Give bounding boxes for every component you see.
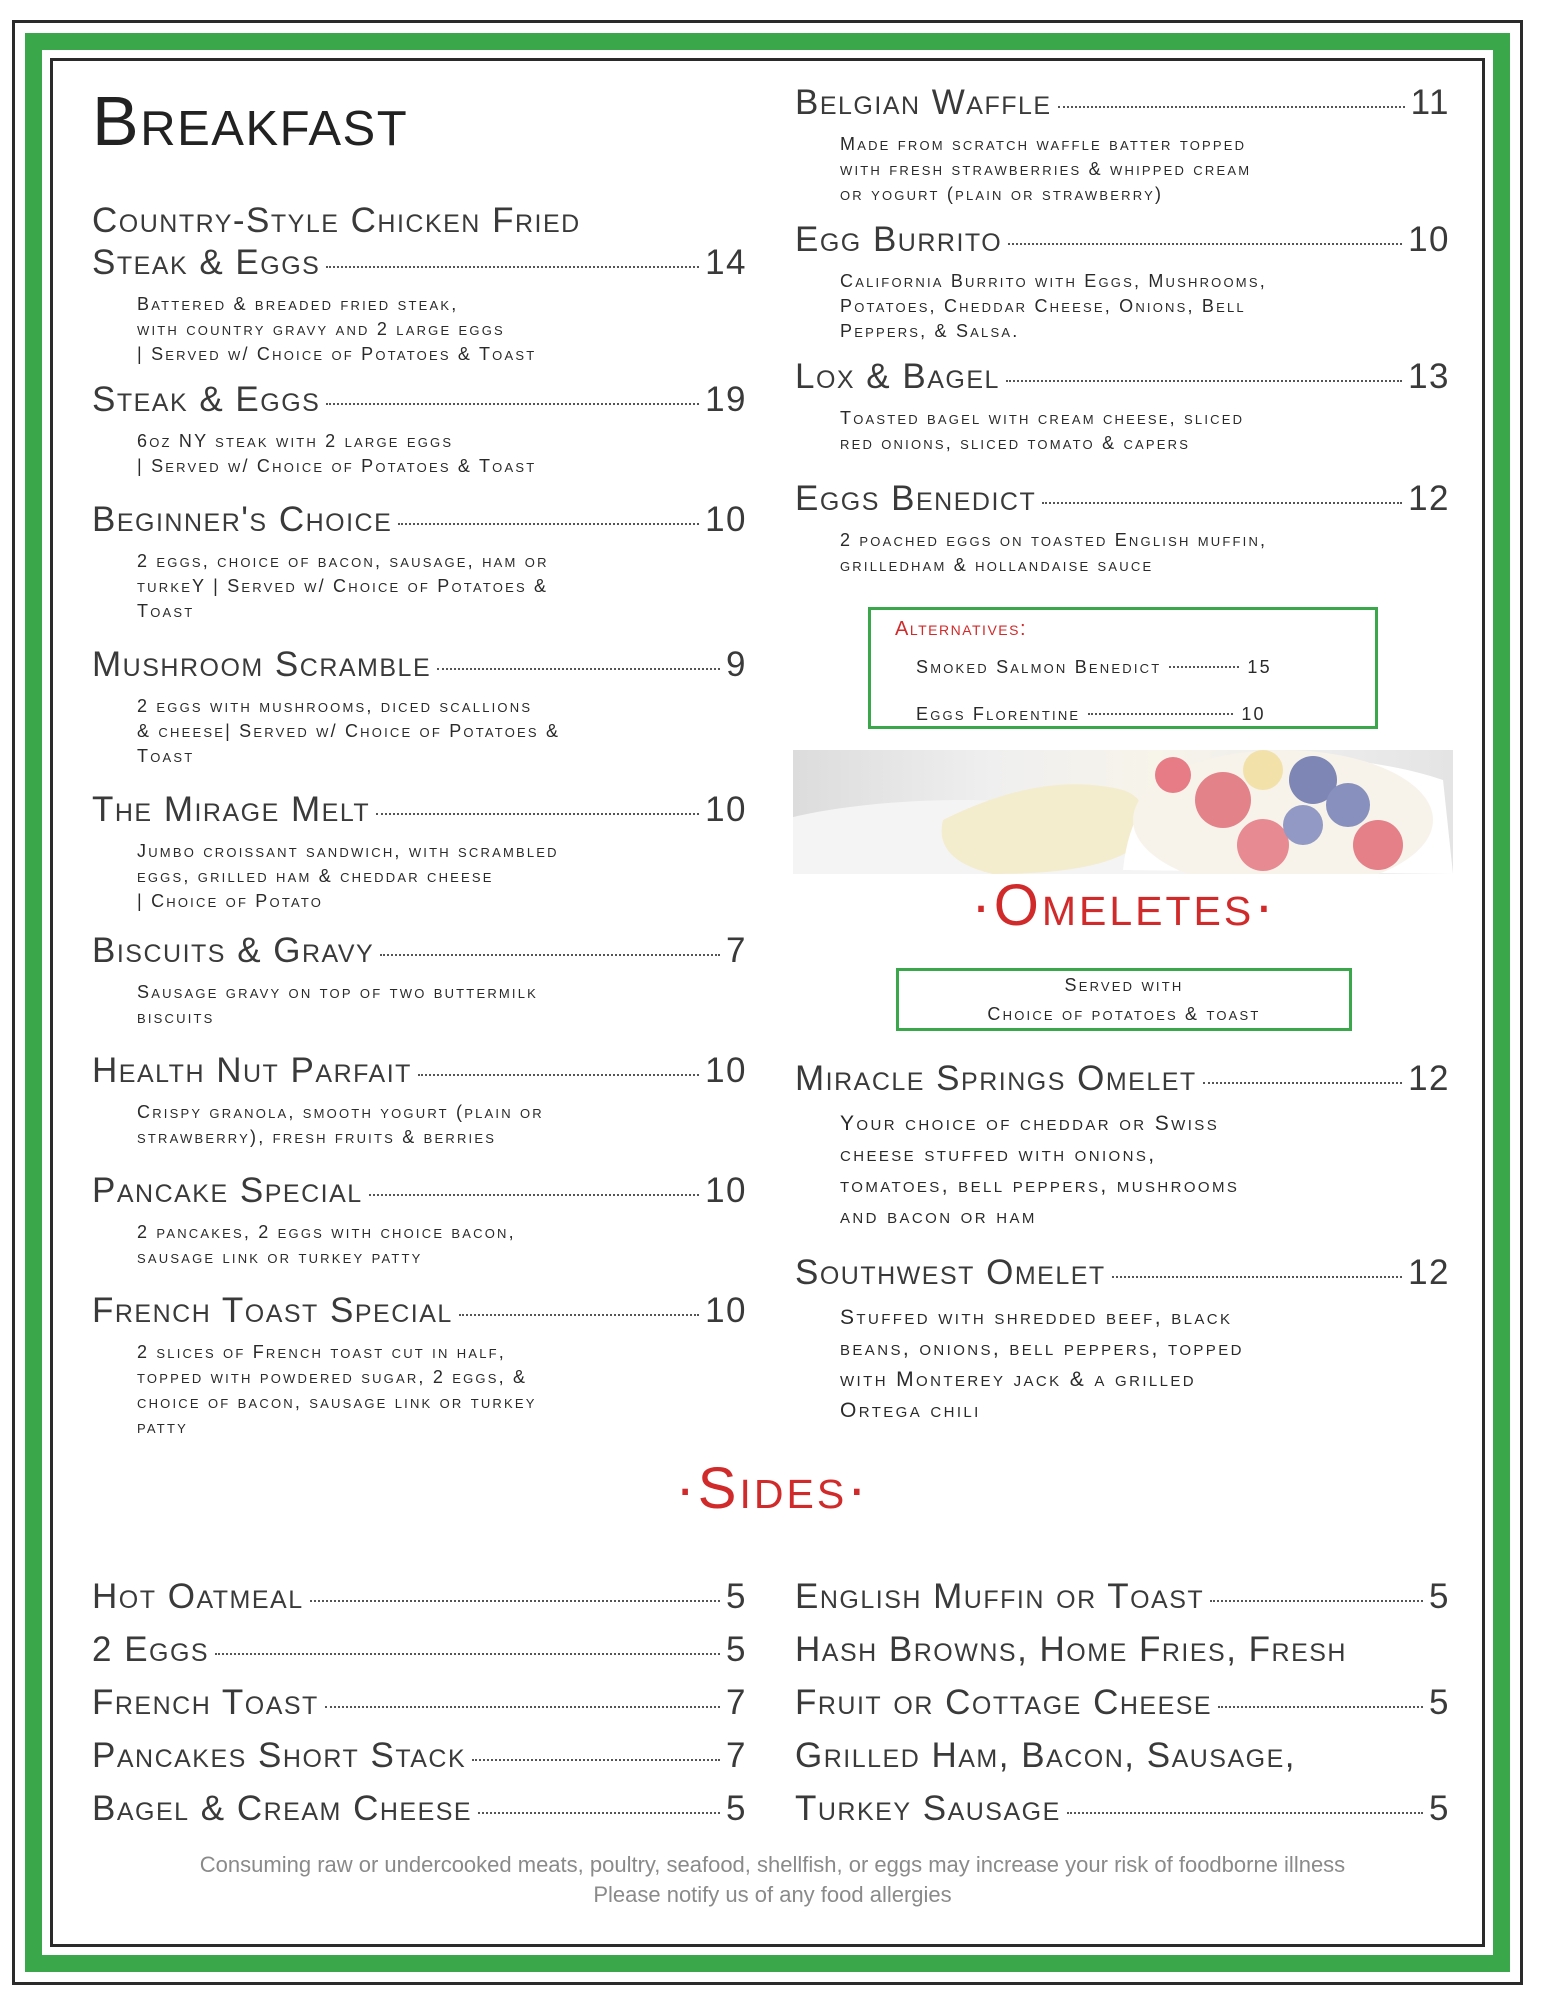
leader-dots bbox=[310, 1600, 720, 1602]
footer-disclaimer bbox=[60, 1850, 1485, 1910]
description-line: Toast bbox=[137, 746, 195, 766]
description-line: red onions, sliced tomato & capers bbox=[840, 433, 1191, 453]
menu-item-price: 10 bbox=[705, 1051, 747, 1090]
description-line: with Monterey jack & a grilled bbox=[840, 1368, 1197, 1391]
menu-item bbox=[795, 82, 1450, 207]
menu-item-line bbox=[92, 242, 747, 284]
menu-item-line bbox=[795, 478, 1450, 520]
menu-item-price: 10 bbox=[705, 500, 747, 539]
description-line: biscuits bbox=[137, 1007, 215, 1027]
menu-item-description bbox=[840, 132, 1450, 207]
leader-dots bbox=[1058, 106, 1405, 108]
fruit-photo-illustration bbox=[793, 750, 1453, 874]
side-item-name: Pancakes Short Stack bbox=[92, 1736, 467, 1775]
leader-dots bbox=[325, 1706, 720, 1708]
description-line: grilledham & hollandaise sauce bbox=[840, 555, 1154, 575]
menu-item-line bbox=[92, 1050, 747, 1092]
leader-dots bbox=[398, 523, 699, 525]
description-line: Stuffed with shredded beef, black bbox=[840, 1306, 1233, 1329]
leader-dots bbox=[478, 1812, 720, 1814]
menu-item-price: 13 bbox=[1408, 357, 1450, 396]
side-item-name: Bagel & Cream Cheese bbox=[92, 1789, 473, 1828]
leader-dots bbox=[1008, 243, 1402, 245]
menu-item bbox=[795, 1058, 1450, 1232]
menu-item-description bbox=[840, 406, 1450, 456]
menu-item-line bbox=[795, 219, 1450, 261]
description-line: eggs, grilled ham & cheddar cheese bbox=[137, 866, 494, 886]
menu-item-price: 10 bbox=[705, 790, 747, 829]
menu-item-description bbox=[137, 839, 747, 914]
alternative-price: 10 bbox=[1241, 704, 1266, 724]
menu-item-description bbox=[137, 694, 747, 769]
leader-dots bbox=[215, 1653, 720, 1655]
leader-dots bbox=[1042, 502, 1402, 504]
side-item bbox=[92, 1782, 747, 1835]
side-item bbox=[795, 1782, 1450, 1835]
menu-item-line bbox=[92, 930, 747, 972]
menu-item-price: 7 bbox=[726, 931, 747, 970]
alternatives-box bbox=[868, 607, 1378, 729]
served-with-box bbox=[896, 968, 1352, 1031]
menu-item-description bbox=[840, 528, 1450, 578]
menu-item-name: French Toast Special bbox=[92, 1291, 453, 1330]
page-title: Breakfast bbox=[92, 82, 409, 160]
menu-item-name: Steak & Eggs bbox=[92, 243, 321, 282]
menu-item-price: 10 bbox=[705, 1171, 747, 1210]
leader-dots bbox=[437, 668, 720, 670]
side-item-price: 7 bbox=[726, 1736, 747, 1775]
sides-left-column bbox=[92, 1570, 747, 1835]
side-item-name: English Muffin or Toast bbox=[795, 1577, 1205, 1616]
menu-item-description bbox=[137, 549, 747, 624]
description-line: | Served w/ Choice of Potatoes & Toast bbox=[137, 344, 537, 364]
menu-item-description bbox=[840, 269, 1450, 344]
side-item-name: French Toast bbox=[92, 1683, 319, 1722]
leader-dots bbox=[1067, 1812, 1423, 1814]
omeletes-title: ·Omeletes· bbox=[971, 873, 1277, 938]
description-line: Peppers, & Salsa. bbox=[840, 321, 1020, 341]
description-line: 2 eggs with mushrooms, diced scallions bbox=[137, 696, 533, 716]
menu-item-description bbox=[137, 1100, 747, 1150]
description-line: tomatoes, bell peppers, mushrooms bbox=[840, 1174, 1240, 1197]
menu-item-price: 10 bbox=[1408, 220, 1450, 259]
menu-item-description bbox=[137, 292, 747, 367]
menu-item bbox=[92, 1290, 747, 1440]
leader-dots bbox=[1088, 713, 1233, 715]
menu-item bbox=[92, 644, 747, 769]
leader-dots bbox=[1006, 380, 1402, 382]
description-line: Sausage gravy on top of two buttermilk bbox=[137, 982, 539, 1002]
description-line: choice of bacon, sausage link or turkey bbox=[137, 1392, 537, 1412]
menu-item-name: Egg Burrito bbox=[795, 220, 1003, 259]
side-item bbox=[795, 1570, 1450, 1623]
side-item-price: 5 bbox=[726, 1630, 747, 1669]
served-with-line: Served with bbox=[1064, 975, 1184, 995]
menu-item-price: 10 bbox=[705, 1291, 747, 1330]
menu-item bbox=[92, 930, 747, 1030]
menu-item-name: Belgian Waffle bbox=[795, 83, 1052, 122]
menu-item-name: Health Nut Parfait bbox=[92, 1051, 412, 1090]
menu-item-line bbox=[795, 82, 1450, 124]
side-item-name-line: Hash Browns, Home Fries, Fresh bbox=[795, 1630, 1347, 1669]
menu-item-name: Lox & Bagel bbox=[795, 357, 1000, 396]
description-line: | Served w/ Choice of Potatoes & Toast bbox=[137, 456, 537, 476]
menu-item-price: 9 bbox=[726, 645, 747, 684]
description-line: & cheese| Served w/ Choice of Potatoes & bbox=[137, 721, 561, 741]
menu-item-price: 12 bbox=[1408, 1253, 1450, 1292]
fruit-omelet-photo bbox=[793, 750, 1453, 874]
menu-item-name: Mushroom Scramble bbox=[92, 645, 432, 684]
menu-item bbox=[795, 478, 1450, 578]
breakfast-left-column bbox=[92, 82, 747, 1460]
description-line: turkeY | Served w/ Choice of Potatoes & bbox=[137, 576, 549, 596]
leader-dots bbox=[1112, 1276, 1402, 1278]
description-line: and bacon or ham bbox=[840, 1205, 1037, 1228]
menu-item bbox=[795, 356, 1450, 456]
breakfast-items-left bbox=[92, 200, 747, 1440]
description-line: Potatoes, Cheddar Cheese, Onions, Bell bbox=[840, 296, 1246, 316]
alternative-item bbox=[916, 657, 1272, 678]
side-item bbox=[92, 1676, 747, 1729]
menu-item-price: 12 bbox=[1408, 1059, 1450, 1098]
leader-dots bbox=[1210, 1600, 1423, 1602]
menu-item-line bbox=[795, 1252, 1450, 1294]
menu-item-description bbox=[840, 1108, 1450, 1232]
side-item-name: Turkey Sausage bbox=[795, 1789, 1061, 1828]
menu-item-line bbox=[92, 379, 747, 421]
description-line: cheese stuffed with onions, bbox=[840, 1143, 1157, 1166]
description-line: Battered & breaded fried steak, bbox=[137, 294, 459, 314]
side-item-name: Hot Oatmeal bbox=[92, 1577, 304, 1616]
side-item-name-line: Grilled Ham, Bacon, Sausage, bbox=[795, 1736, 1296, 1775]
description-line: | Choice of Potato bbox=[137, 891, 324, 911]
sides-title: ·Sides· bbox=[675, 1456, 870, 1521]
menu-item bbox=[92, 200, 747, 367]
description-line: patty bbox=[137, 1417, 188, 1437]
description-line: Crispy granola, smooth yogurt (plain or bbox=[137, 1102, 544, 1122]
description-line: 2 poached eggs on toasted English muffin, bbox=[840, 530, 1268, 550]
leader-dots bbox=[1218, 1706, 1423, 1708]
leader-dots bbox=[459, 1314, 699, 1316]
omelete-items bbox=[795, 1058, 1450, 1438]
menu-item bbox=[92, 379, 747, 479]
leader-dots bbox=[380, 954, 720, 956]
leader-dots bbox=[369, 1194, 699, 1196]
side-item-price: 7 bbox=[726, 1683, 747, 1722]
description-line: strawberry), fresh fruits & berries bbox=[137, 1127, 497, 1147]
menu-item-name: Southwest Omelet bbox=[795, 1253, 1106, 1292]
side-item-name: Fruit or Cottage Cheese bbox=[795, 1683, 1213, 1722]
menu-item-price: 19 bbox=[705, 380, 747, 419]
breakfast-right-column bbox=[795, 82, 1450, 590]
alternative-name: Eggs Florentine bbox=[916, 704, 1081, 724]
menu-item-line bbox=[92, 1290, 747, 1332]
footer-line: Please notify us of any food allergies bbox=[593, 1882, 952, 1907]
alternatives-title: Alternatives: bbox=[895, 618, 1028, 640]
side-item-price: 5 bbox=[726, 1789, 747, 1828]
description-line: or yogurt (plain or strawberry) bbox=[840, 184, 1164, 204]
side-item-name: 2 Eggs bbox=[92, 1630, 210, 1669]
leader-dots bbox=[1203, 1082, 1402, 1084]
side-item-price: 5 bbox=[726, 1577, 747, 1616]
menu-item-line bbox=[795, 356, 1450, 398]
side-item bbox=[92, 1623, 747, 1676]
description-line: with country gravy and 2 large eggs bbox=[137, 319, 505, 339]
description-line: 2 eggs, choice of bacon, sausage, ham or bbox=[137, 551, 549, 571]
menu-item-description bbox=[137, 980, 747, 1030]
side-item bbox=[92, 1570, 747, 1623]
side-item-price: 5 bbox=[1429, 1683, 1450, 1722]
alternative-name: Smoked Salmon Benedict bbox=[916, 657, 1162, 677]
breakfast-items-right bbox=[795, 82, 1450, 578]
leader-dots bbox=[1169, 666, 1239, 668]
description-line: Toast bbox=[137, 601, 195, 621]
menu-item-line bbox=[92, 789, 747, 831]
menu-item-price: 11 bbox=[1410, 83, 1450, 122]
alternative-price: 15 bbox=[1247, 657, 1272, 677]
sides-right-column bbox=[795, 1570, 1450, 1835]
description-line: 2 pancakes, 2 eggs with choice bacon, bbox=[137, 1222, 516, 1242]
menu-item-name: Eggs Benedict bbox=[795, 479, 1037, 518]
menu-item-name: The Mirage Melt bbox=[92, 790, 371, 829]
menu-item-description bbox=[137, 1220, 747, 1270]
menu-item bbox=[795, 1252, 1450, 1426]
menu-item bbox=[92, 1170, 747, 1270]
side-item-price: 5 bbox=[1429, 1577, 1450, 1616]
menu-item-name: Pancake Special bbox=[92, 1171, 363, 1210]
description-line: 6oz NY steak with 2 large eggs bbox=[137, 431, 454, 451]
menu-item-line bbox=[92, 644, 747, 686]
description-line: Jumbo croissant sandwich, with scrambled bbox=[137, 841, 559, 861]
leader-dots bbox=[472, 1759, 720, 1761]
side-item-price: 5 bbox=[1429, 1789, 1450, 1828]
menu-item-price: 14 bbox=[705, 243, 747, 282]
alternative-item bbox=[916, 704, 1266, 725]
description-line: topped with powdered sugar, 2 eggs, & bbox=[137, 1367, 528, 1387]
description-line: Toasted bagel with cream cheese, sliced bbox=[840, 408, 1245, 428]
menu-item bbox=[795, 219, 1450, 344]
leader-dots bbox=[326, 403, 699, 405]
leader-dots bbox=[418, 1074, 699, 1076]
menu-item-name: Beginner's Choice bbox=[92, 500, 393, 539]
menu-item bbox=[92, 1050, 747, 1150]
menu-item-description bbox=[137, 1340, 747, 1440]
description-line: California Burrito with Eggs, Mushrooms, bbox=[840, 271, 1267, 291]
served-with-line: Choice of potatoes & toast bbox=[987, 1004, 1261, 1024]
menu-item-name: Biscuits & Gravy bbox=[92, 931, 375, 970]
menu-item-price: 12 bbox=[1408, 479, 1450, 518]
menu-item-description bbox=[137, 429, 747, 479]
description-line: sausage link or turkey patty bbox=[137, 1247, 423, 1267]
footer-line: Consuming raw or undercooked meats, poultry, seafood, shellfish, or eggs may increase your risk of foodborne illness bbox=[199, 1852, 1346, 1877]
leader-dots bbox=[376, 813, 699, 815]
menu-item-description bbox=[840, 1302, 1450, 1426]
menu-item bbox=[92, 499, 747, 624]
menu-item-name: Miracle Springs Omelet bbox=[795, 1059, 1197, 1098]
menu-item-line bbox=[92, 1170, 747, 1212]
menu-item-line bbox=[795, 1058, 1450, 1100]
description-line: Your choice of cheddar or Swiss bbox=[840, 1112, 1220, 1135]
side-item bbox=[795, 1676, 1450, 1729]
description-line: with fresh strawberries & whipped cream bbox=[840, 159, 1252, 179]
description-line: 2 slices of French toast cut in half, bbox=[137, 1342, 506, 1362]
description-line: beans, onions, bell peppers, topped bbox=[840, 1337, 1244, 1360]
description-line: Ortega chili bbox=[840, 1399, 981, 1422]
description-line: Made from scratch waffle batter topped bbox=[840, 134, 1247, 154]
menu-item bbox=[92, 789, 747, 914]
side-item bbox=[92, 1729, 747, 1782]
menu-item-name: Steak & Eggs bbox=[92, 380, 321, 419]
leader-dots bbox=[326, 266, 699, 268]
menu-item-line bbox=[92, 499, 747, 541]
menu-item-name-line: Country-Style Chicken Fried bbox=[92, 201, 581, 240]
